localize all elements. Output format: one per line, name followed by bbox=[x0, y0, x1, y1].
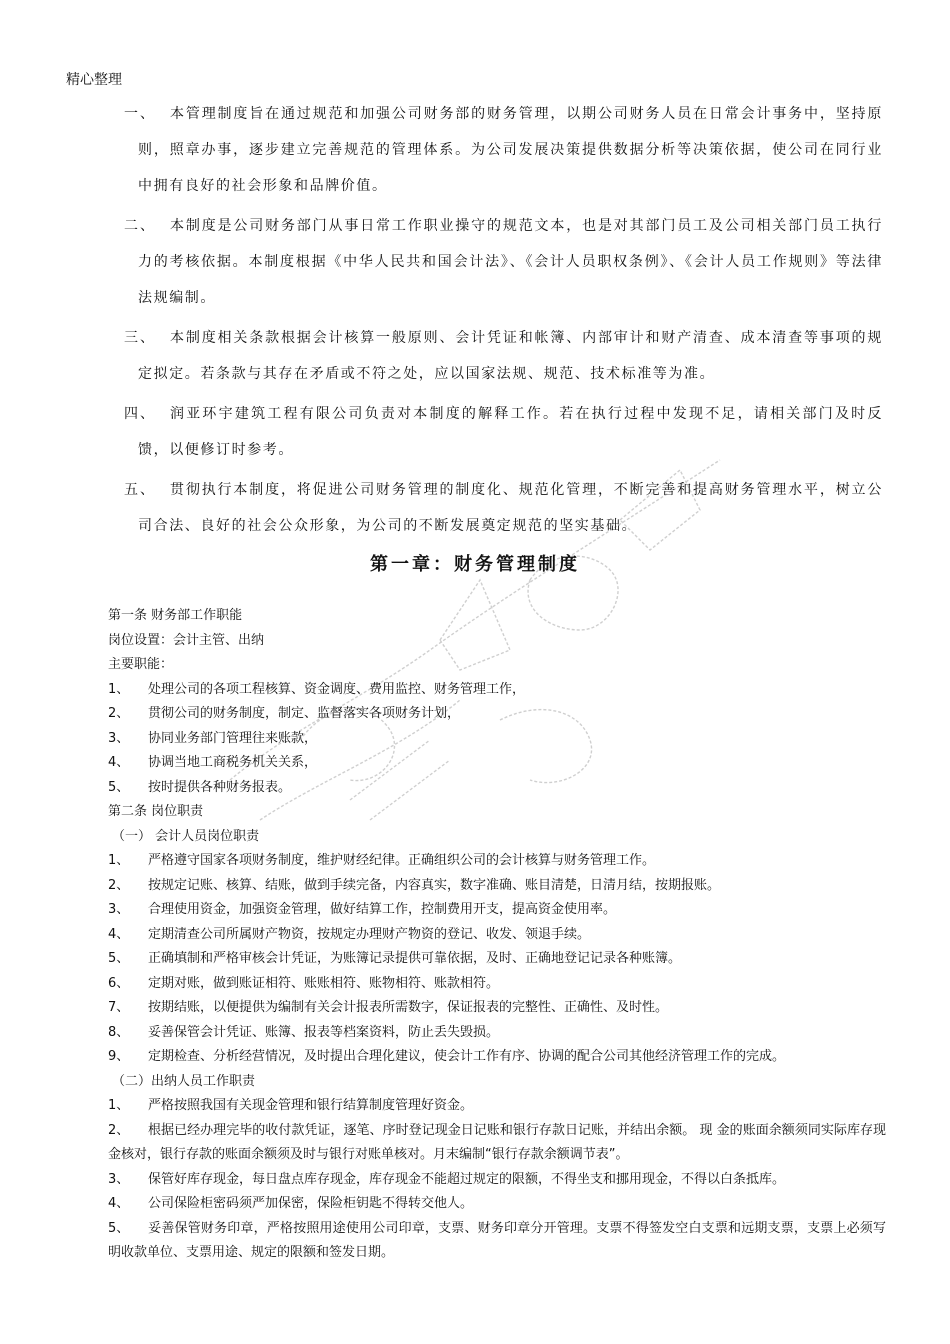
list-item bbox=[108, 947, 886, 972]
list-item bbox=[108, 678, 886, 703]
item-text: 定期检查、分析经营情况，及时提出合理化建议，使会计工作有序、协调的配合公司其他经济管理工作的完成。 bbox=[148, 1049, 786, 1064]
item-number: 4、 bbox=[108, 1196, 130, 1211]
paragraph-number: 二、 bbox=[124, 218, 156, 234]
header-note: 精心整理 bbox=[66, 72, 122, 88]
item-number: 3、 bbox=[108, 1171, 130, 1187]
list-item bbox=[108, 898, 886, 923]
item-number: 6、 bbox=[108, 975, 130, 991]
list-item bbox=[108, 1021, 886, 1046]
paragraph-text: 润亚环宇建筑工程有限公司负责对本制度的解释工作。若在执行过程中发现不足，请相关部门及时反馈，以便修订时参考。 bbox=[138, 406, 883, 458]
item-text: 贯彻公司的财务制度，制定、监督落实各项财务计划， bbox=[148, 706, 461, 721]
item-text: 妥善保管会计凭证、账簿、报表等档案资料，防止丢失毁损。 bbox=[148, 1024, 500, 1040]
item-text: 处理公司的各项工程核算、资金调度、费用监控、财务管理工作， bbox=[148, 681, 526, 697]
list-item bbox=[108, 1217, 886, 1266]
item-number: 4、 bbox=[108, 926, 130, 942]
item-text: 妥善保管财务印章，严格按照用途使用公司印章，支票、财务印章分开管理。支票不得签发空白支票和远期支票，支票上必须写明收款单位、支票用途、规定的限额和签发日期。 bbox=[108, 1220, 886, 1260]
chapter-content bbox=[108, 604, 886, 1266]
item-text: 协调当地工商税务机关关系， bbox=[148, 755, 318, 770]
item-text: 保管好库存现金，每日盘点库存现金，库存现金不能超过规定的限额，不得坐支和挪用现金，不得以白条抵库。 bbox=[148, 1171, 786, 1187]
section-2-title: （二）出纳人员工作职责 bbox=[112, 1073, 256, 1089]
list-item bbox=[108, 1192, 886, 1217]
paragraph-number: 五、 bbox=[124, 482, 156, 498]
list-item bbox=[108, 972, 886, 997]
item-number: 5、 bbox=[108, 779, 130, 795]
item-number: 1、 bbox=[108, 681, 130, 697]
list-item bbox=[108, 1168, 886, 1193]
intro-paragraph-4 bbox=[0, 396, 950, 468]
item-text: 按期结账，以便提供为编制有关会计报表所需数字，保证报表的完整性、正确性、及时性。 bbox=[148, 1000, 669, 1015]
item-number: 1、 bbox=[108, 1098, 130, 1113]
item-text: 定期清查公司所属财产物资，按规定办理财产物资的登记、收发、领退手续。 bbox=[148, 926, 591, 942]
paragraph-number: 三、 bbox=[124, 330, 156, 346]
list-item bbox=[108, 996, 886, 1021]
item-number: 5、 bbox=[108, 951, 130, 966]
list-item bbox=[108, 702, 886, 727]
article-2-title: 第二条 岗位职责 bbox=[108, 804, 204, 819]
item-text: 严格按照我国有关现金管理和银行结算制度管理好资金。 bbox=[148, 1098, 474, 1113]
list-item bbox=[108, 751, 886, 776]
list-item bbox=[108, 874, 886, 899]
list-item bbox=[108, 1045, 886, 1070]
item-text: 公司保险柜密码须严加保密，保险柜钥匙不得转交他人。 bbox=[148, 1196, 474, 1211]
paragraph-number: 四、 bbox=[124, 406, 156, 422]
intro-section bbox=[0, 96, 950, 544]
list-item bbox=[108, 776, 886, 801]
item-text: 按规定记账、核算、结账，做到手续完备，内容真实，数字准确、账目清楚，日清月结，按期报账。 bbox=[148, 877, 721, 893]
item-number: 2、 bbox=[108, 1122, 130, 1138]
item-text: 合理使用资金，加强资金管理，做好结算工作，控制费用开支，提高资金使用率。 bbox=[148, 902, 617, 917]
item-number: 1、 bbox=[108, 853, 130, 868]
item-text: 定期对账，做到账证相符、账账相符、账物相符、账款相符。 bbox=[148, 975, 500, 991]
item-number: 8、 bbox=[108, 1024, 130, 1040]
item-number: 4、 bbox=[108, 755, 130, 770]
intro-paragraph-5 bbox=[0, 472, 950, 544]
item-text: 协同业务部门管理往来账款， bbox=[148, 730, 318, 746]
paragraph-text: 贯彻执行本制度，将促进公司财务管理的制度化、规范化管理，不断完善和提高财务管理水平，树立公司合法、良好的社会公众形象，为公司的不断发展奠定规范的坚实基础。 bbox=[138, 482, 883, 534]
list-item bbox=[108, 1094, 886, 1119]
item-text: 按时提供各种财务报表。 bbox=[148, 779, 292, 795]
positions-line: 岗位设置：会计主管、出纳 bbox=[108, 632, 265, 648]
intro-paragraph-1 bbox=[0, 96, 950, 204]
paragraph-text: 本制度相关条款根据会计核算一般原则、会计凭证和帐簿、内部审计和财产清查、成本清查等事项的规定拟定。若条款与其存在矛盾或不符之处，应以国家法规、规范、技术标准等为准。 bbox=[138, 330, 883, 382]
item-text: 根据已经办理完毕的收付款凭证，逐笔、序时登记现金日记账和银行存款日记账，并结出余额。 现 金的账面余额须同实际库存现金核对，银行存款的账面余额须及时与银行对账单核对。月末编制“银行存款余额调节表”。 bbox=[108, 1122, 886, 1162]
item-number: 2、 bbox=[108, 706, 130, 721]
chapter-title: 第一章：财务管理制度 bbox=[370, 554, 580, 575]
section-1-title: （一） 会计人员岗位职责 bbox=[112, 828, 260, 844]
list-item bbox=[108, 849, 886, 874]
item-number: 2、 bbox=[108, 877, 130, 893]
item-number: 3、 bbox=[108, 730, 130, 746]
item-number: 9、 bbox=[108, 1049, 130, 1064]
paragraph-number: 一、 bbox=[124, 106, 156, 122]
intro-paragraph-3 bbox=[0, 320, 950, 392]
duties-label: 主要职能： bbox=[108, 657, 174, 672]
intro-paragraph-2 bbox=[0, 208, 950, 316]
item-text: 严格遵守国家各项财务制度，维护财经纪律。正确组织公司的会计核算与财务管理工作。 bbox=[148, 853, 656, 868]
list-item bbox=[108, 923, 886, 948]
article-1-title: 第一条 财务部工作职能 bbox=[108, 608, 243, 623]
item-text: 正确填制和严格审核会计凭证，为账簿记录提供可靠依据，及时、正确地登记记录各种账簿。 bbox=[148, 951, 682, 966]
paragraph-text: 本管理制度旨在通过规范和加强公司财务部的财务管理，以期公司财务人员在日常会计事务中，坚持原则，照章办事，逐步建立完善规范的管理体系。为公司发展决策提供数据分析等决策依据，使公司在同行业中拥有良好的社会形象和品牌价值。 bbox=[138, 106, 883, 194]
list-item bbox=[108, 1119, 886, 1168]
item-number: 7、 bbox=[108, 1000, 130, 1015]
list-item bbox=[108, 727, 886, 752]
paragraph-text: 本制度是公司财务部门从事日常工作职业操守的规范文本，也是对其部门员工及公司相关部门员工执行力的考核依据。本制度根据《中华人民共和国会计法》、《会计人员职权条例》、《会计人员工作规则》等法律法规编制。 bbox=[138, 218, 883, 306]
item-number: 5、 bbox=[108, 1220, 130, 1236]
item-number: 3、 bbox=[108, 902, 130, 917]
